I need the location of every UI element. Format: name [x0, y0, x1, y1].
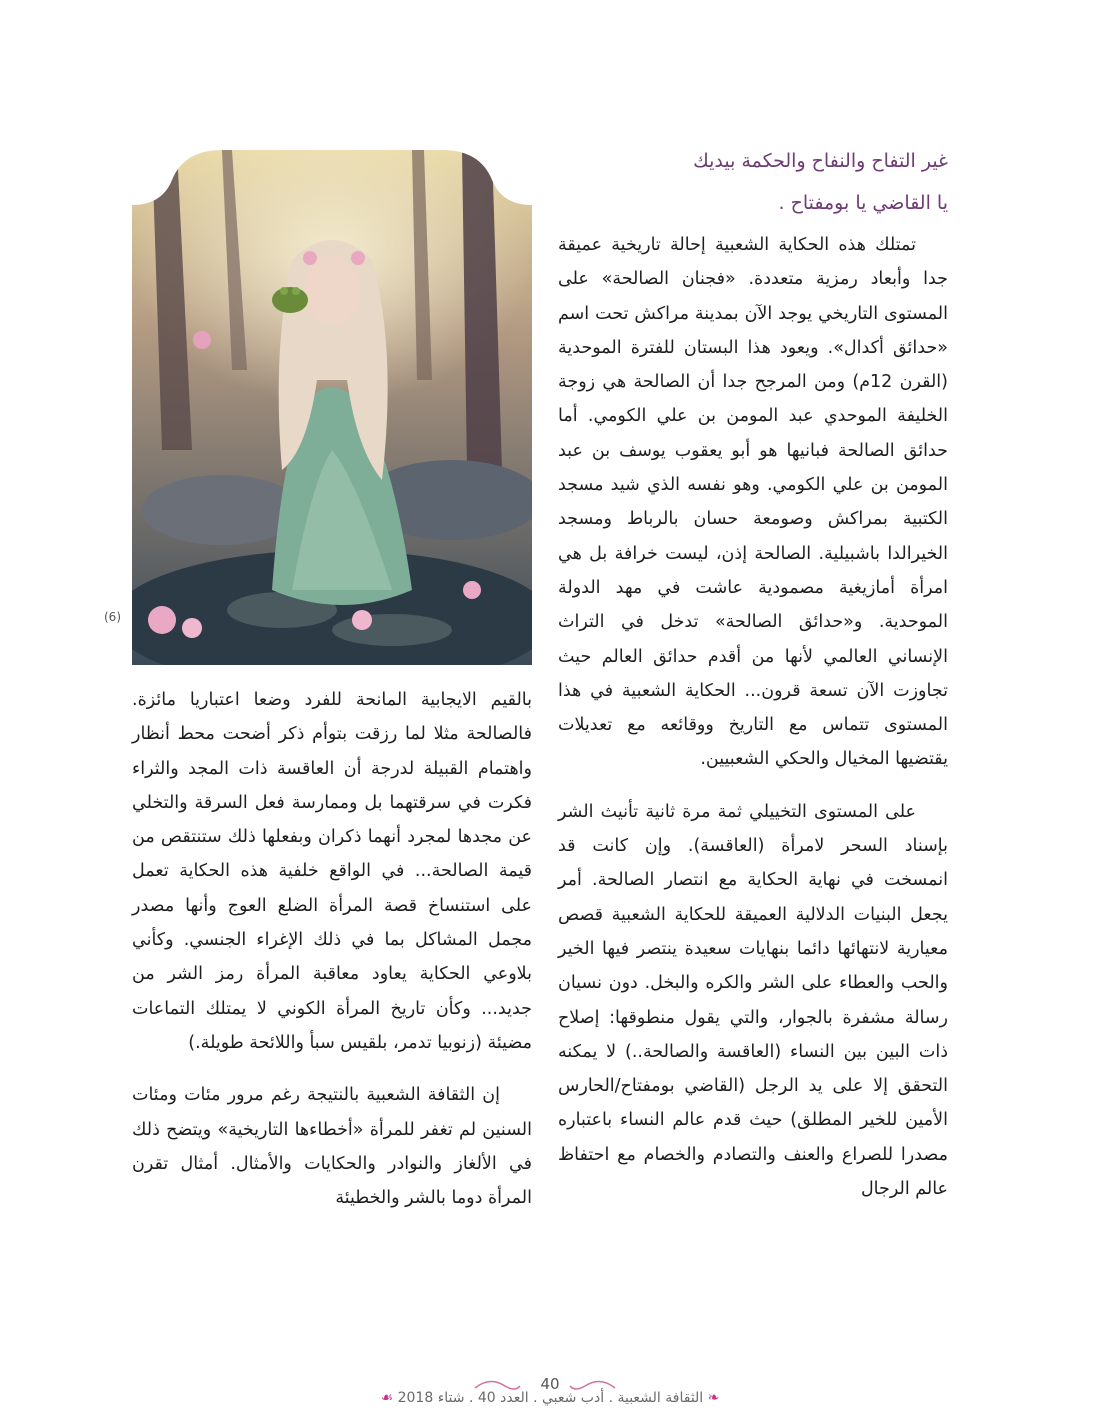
verse-line-2: يا القاضي يا بومفتاح .	[778, 192, 948, 214]
image-credit: (6)	[104, 610, 121, 624]
footer	[0, 1390, 1100, 1414]
verse-line-1: غير التفاح والنفاح والحكمة بيديك	[693, 150, 948, 172]
body-paragraph: إن الثقافة الشعبية بالنتيجة رغم مرور مئات ومئات السنين لم تغفر للمرأة «أخطاءها التاريخية» ويتضح ذلك في الألغاز والنوادر والحكايات والأمثال. أمثال تقرن المرأة دوما بالشر والخطيئة	[132, 1085, 532, 1209]
body-paragraph: على المستوى التخييلي ثمة مرة ثانية تأنيث الشر بإسناد السحر لامرأة (العاقسة). وإن كانت قد انمسخت في نهاية الحكاية مع انتصار الصالحة. أمر يجعل البنيات الدلالية العميقة للحكاية الشعبية قصص معيارية لانتهائها دائما بنهايات سعيدة ينتصر فيها الخير والحب والعطاء على الشر والكره والبخل. دون نسيان رسالة مشفرة بالجوار، والتي يقول منطوقها: إصلاح ذات البين بين النساء (العاقسة والصالحة..) لا يمكنه التحقق إلا على يد الرجل (القاضي بومفتاح/الحارس الأمين للخير المطلق) حيث قدم عالم النساء باعتباره مصدرا للصراع والعنف والتصادم والخصام مع احتفاظ عالم الرجال	[558, 801, 948, 1200]
body-paragraph: تمتلك هذه الحكاية الشعبية إحالة تاريخية عميقة جدا وأبعاد رمزية متعددة. «فجنان الصالحة» على المستوى التاريخي يوجد الآن بمدينة مراكش تحت اسم «حدائق أكدال». ويعود هذا البستان للفترة الموحدية (القرن 12م) ومن المرجح جدا أن الصالحة هي زوجة الخليفة الموحدي عبد المومن بن علي الكومي. أما حدائق الصالحة فبانيها هو أبو يعقوب يوسف بن عبد المومن بن علي الكومي. وهو نفسه الذي شيد مسجد الكتبية بمراكش وصومعة حسان بالرباط ومسجد الخيرالدا باشبيلية. الصالحة إذن، ليست خرافة بل هي امرأة أمازيغية مصمودية عاشت في مهد الدولة الموحدية. و«حدائق الصالحة» تدخل في التراث الإنساني العالمي لأنها من أقدم حدائق العالم حيث تجاوزت الآن تسعة قرون... الحكاية الشعبية في هذا المستوى تتماس مع التاريخ ووقائعه مع تعديلات يقتضيها المخيال والحكي الشعبيين.	[558, 235, 948, 770]
flower-icon: ☙	[380, 1390, 394, 1406]
body-paragraph: بالقيم الايجابية المانحة للفرد وضعا اعتباريا مائزة. فالصالحة مثلا لما رزقت بتوأم ذكر أضحت محط أنظار واهتمام القبيلة لدرجة أن العاقسة ذات المجد والثراء فكرت في سرقتهما بل وممارسة فعل السرقة والتخلي عن مجدها لمجرد أنهما ذكران وبفعلها ذلك ستنتقص من قيمة الصالحة... في الواقع خلفية هذه الحكاية تعمل على استنساخ قصة المرأة الضلع العوج وأنها مصدر مجمل المشاكل بما في ذلك الإغراء الجنسي. وكأني بلاوعي الحكاية يعاود معاقبة المرأة رمز الشر من جديد... وكأن تاريخ المرأة الكوني لا يمتلك التماعات مضيئة (زنوبيا تدمر، بلقيس سبأ واللائحة طويلة.)	[132, 690, 532, 1053]
page-number: 40	[540, 1375, 560, 1393]
right-column	[558, 140, 948, 1224]
flower-icon: ❧	[707, 1390, 720, 1406]
left-column	[132, 683, 532, 1233]
illustration-image	[132, 150, 532, 665]
footer-text: الثقافة الشعبية . أدب شعبي . العدد 40 . شتاء 2018	[397, 1390, 704, 1406]
